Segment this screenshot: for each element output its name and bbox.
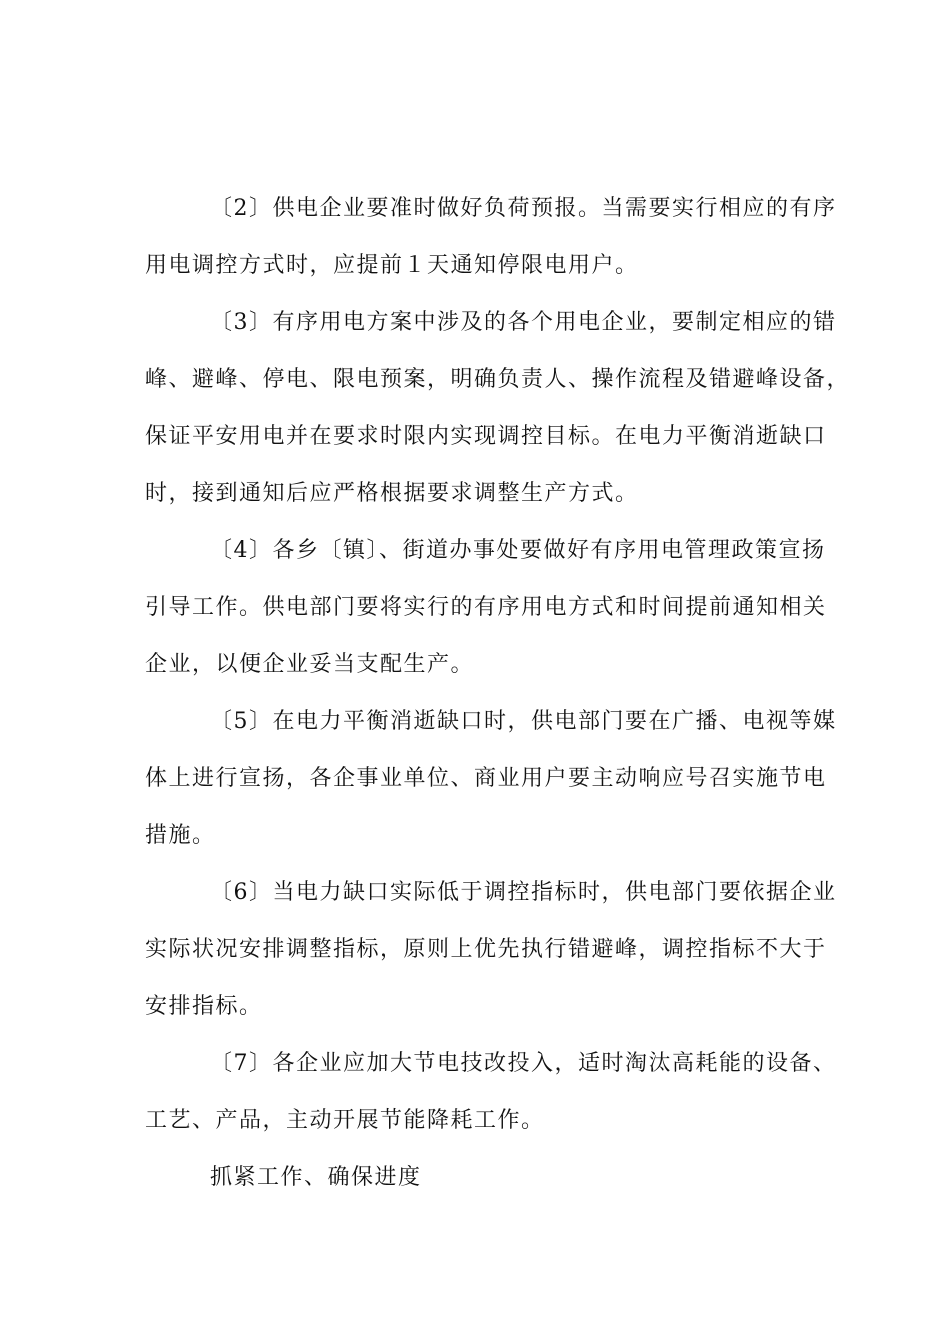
paragraph-3-line-2: 峰、避峰、停电、限电预案，明确负责人、操作流程及错避峰设备，	[145, 367, 851, 392]
paragraph-6-line-1: 〔6〕当电力缺口实际低于调控指标时，供电部门要依据企业	[210, 880, 837, 905]
paragraph-6-line-2: 实际状况安排调整指标，原则上优先执行错避峰，调控指标不大于	[145, 937, 827, 962]
paragraph-4-line-1: 〔4〕各乡〔镇〕、街道办事处要做好有序用电管理政策宣扬	[210, 538, 826, 563]
paragraph-6-line-3: 安排指标。	[145, 994, 263, 1019]
paragraph-3-line-4: 时，接到通知后应严格根据要求调整生产方式。	[145, 481, 639, 506]
paragraph-4-line-3: 企业，以便企业妥当支配生产。	[145, 652, 475, 677]
paragraph-7-line-2: 工艺、产品，主动开展节能降耗工作。	[145, 1108, 545, 1133]
paragraph-7-line-1: 〔7〕各企业应加大节电技改投入，适时淘汰高耗能的设备、	[210, 1051, 837, 1076]
paragraph-5-line-2: 体上进行宣扬，各企事业单位、商业用户要主动响应号召实施节电	[145, 766, 827, 791]
paragraph-2-line-2: 用电调控方式时，应提前１天通知停限电用户。	[145, 253, 639, 278]
paragraph-5-line-1: 〔5〕在电力平衡消逝缺口时，供电部门要在广播、电视等媒	[210, 709, 837, 734]
paragraph-3-line-1: 〔3〕有序用电方案中涉及的各个用电企业，要制定相应的错	[210, 310, 837, 335]
section-heading: 抓紧工作、确保进度	[210, 1165, 422, 1190]
paragraph-2-line-1: 〔2〕供电企业要准时做好负荷预报。当需要实行相应的有序	[210, 196, 837, 221]
paragraph-3-line-3: 保证平安用电并在要求时限内实现调控目标。在电力平衡消逝缺口	[145, 424, 827, 449]
paragraph-4-line-2: 引导工作。供电部门要将实行的有序用电方式和时间提前通知相关	[145, 595, 827, 620]
paragraph-5-line-3: 措施。	[145, 823, 216, 848]
